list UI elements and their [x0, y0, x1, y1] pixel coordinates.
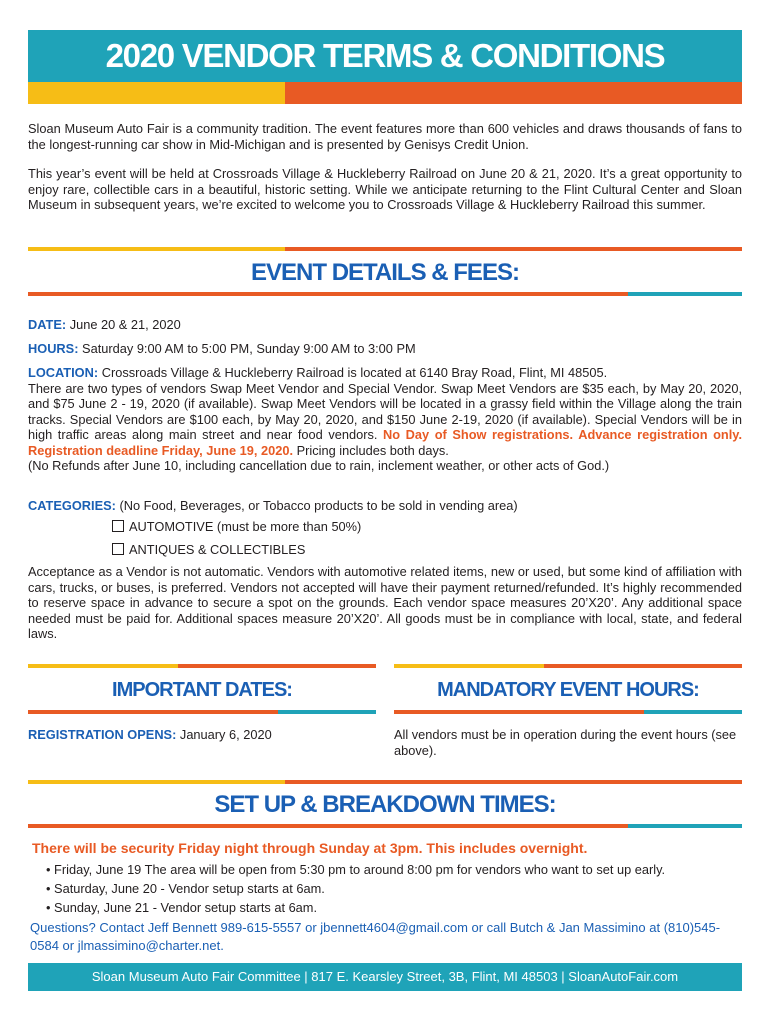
divider — [285, 780, 742, 784]
page-title: 2020 VENDOR TERMS & CONDITIONS — [28, 30, 742, 82]
list-item: • Sunday, June 21 - Vendor setup starts at 6am. — [46, 900, 318, 915]
hours-label: HOURS: — [28, 341, 79, 356]
date-label: DATE: — [28, 317, 67, 332]
acceptance-paragraph: Acceptance as a Vendor is not automatic. Vendors with automotive related items, new or used, but some kind of affiliation with cars, trucks, or buses, is preferred. Vendors not accepted will have their payment returned/refunded. It’s highly recommended to reserve space in advance to secure a spot on the grounds. Each vendor space measures 20’X20’. Any additional space needed must be paid for. Additional spaces measure 20’X20’. All goods must be in compliance with local, state, and federal laws. — [28, 564, 742, 641]
divider — [628, 824, 742, 828]
registration-opens-label: REGISTRATION OPENS: — [28, 727, 177, 742]
divider — [178, 664, 376, 668]
date-row — [28, 317, 742, 333]
location-value: Crossroads Village & Huckleberry Railroad is located at 6140 Bray Road, Flint, MI 48505. — [98, 365, 608, 380]
checkbox-icon[interactable] — [112, 543, 124, 555]
divider — [394, 664, 544, 668]
divider — [28, 664, 178, 668]
hours-value: Saturday 9:00 AM to 5:00 PM, Sunday 9:00 AM to 3:00 PM — [78, 341, 416, 356]
vendor-types-text: There are two types of vendors Swap Meet Vendor and Special Vendor. Swap Meet Vendors are $35 each, by May 20, 2020, and $75 June 2 - 19, 2020 (if available). Swap Meet Vendors will be located in a grassy field within the Village along the train tracks. Special Vendors are $100 each, by May 20, 2020, and $150 June 2-19, 2020 (if available). Special Vendors will be in high traffic areas along main street and near food vendors. — [28, 380, 742, 442]
date-value: June 20 & 21, 2020 — [66, 317, 181, 332]
divider — [285, 247, 742, 251]
registration-opens-value: January 6, 2020 — [176, 727, 272, 742]
footer: Sloan Museum Auto Fair Committee | 817 E. Kearsley Street, 3B, Flint, MI 48503 | SloanAutoFair.com — [28, 963, 742, 991]
list-item: • Saturday, June 20 - Vendor setup starts at 6am. — [46, 881, 325, 896]
divider — [394, 710, 644, 714]
divider — [644, 710, 742, 714]
setup-list — [46, 860, 665, 917]
title-color-bar — [28, 82, 742, 104]
divider — [544, 664, 742, 668]
divider — [28, 292, 628, 296]
contact-info[interactable]: Questions? Contact Jeff Bennett 989-615-5557 or jbennett4604@gmail.com or call Butch & Jan Massimino at (810)545-0584 or jlmassimino@charter.net. — [30, 920, 721, 953]
categories-label: CATEGORIES: — [28, 498, 116, 513]
divider — [28, 247, 285, 251]
registration-opens-row — [28, 727, 376, 743]
pricing-note: Pricing includes both days. — [293, 442, 449, 458]
categories-row — [28, 498, 742, 514]
list-item-text: Sunday, June 21 - Vendor setup starts at 6am. — [54, 900, 318, 915]
divider — [628, 292, 742, 296]
checkbox-icon[interactable] — [112, 520, 124, 532]
mandatory-hours-heading: MANDATORY EVENT HOURS: — [437, 679, 699, 701]
refund-note: (No Refunds after June 10, including cancellation due to rain, inclement weather, or other acts of God.) — [28, 458, 610, 473]
important-dates-heading: IMPORTANT DATES: — [112, 679, 292, 701]
security-note: There will be security Friday night through Sunday at 3pm. This includes overnight. — [32, 840, 588, 856]
category-option-label: AUTOMOTIVE (must be more than 50%) — [129, 519, 362, 534]
category-option-label: ANTIQUES & COLLECTIBLES — [129, 542, 306, 557]
categories-value: (No Food, Beverages, or Tobacco products to be sold in vending area) — [115, 498, 518, 513]
location-block — [28, 365, 742, 474]
divider — [28, 780, 285, 784]
list-item: • Friday, June 19 The area will be open from 5:30 pm to around 8:00 pm for vendors who want to set up early. — [46, 862, 666, 877]
list-item-text: Saturday, June 20 - Vendor setup starts at 6am. — [54, 881, 325, 896]
hours-row — [28, 341, 742, 357]
divider — [28, 824, 628, 828]
category-option-antiques[interactable] — [112, 542, 612, 558]
divider — [28, 710, 278, 714]
registration-warning: No Day of Show registrations. Advance registration only. Registration deadline Friday, June 19, 2020. — [28, 427, 743, 458]
location-label: LOCATION: — [28, 365, 99, 380]
list-item-text: Friday, June 19 The area will be open from 5:30 pm to around 8:00 pm for vendors who want to set up early. — [54, 862, 666, 877]
category-option-automotive[interactable] — [112, 519, 612, 535]
event-details-heading: EVENT DETAILS & FEES: — [251, 259, 519, 286]
mandatory-hours-text: All vendors must be in operation during the event hours (see above). — [394, 727, 737, 758]
divider — [278, 710, 376, 714]
intro-paragraph-1: Sloan Museum Auto Fair is a community tradition. The event features more than 600 vehicles and draws thousands of fans to the longest-running car show in Mid-Michigan and is presented by Genisys Credit Union. — [28, 121, 742, 152]
setup-heading: SET UP & BREAKDOWN TIMES: — [214, 791, 556, 818]
intro-paragraph-2: This year’s event will be held at Crossroads Village & Huckleberry Railroad on June 20 & 21, 2020. It’s a great opportunity to enjoy rare, collectible cars in a beautiful, historic setting. While we anticipate returning to the Flint Cultural Center and Sloan Museum in subsequent years, we’re excited to welcome you to Crossroads Village & Huckleberry Railroad this summer. — [28, 166, 742, 212]
